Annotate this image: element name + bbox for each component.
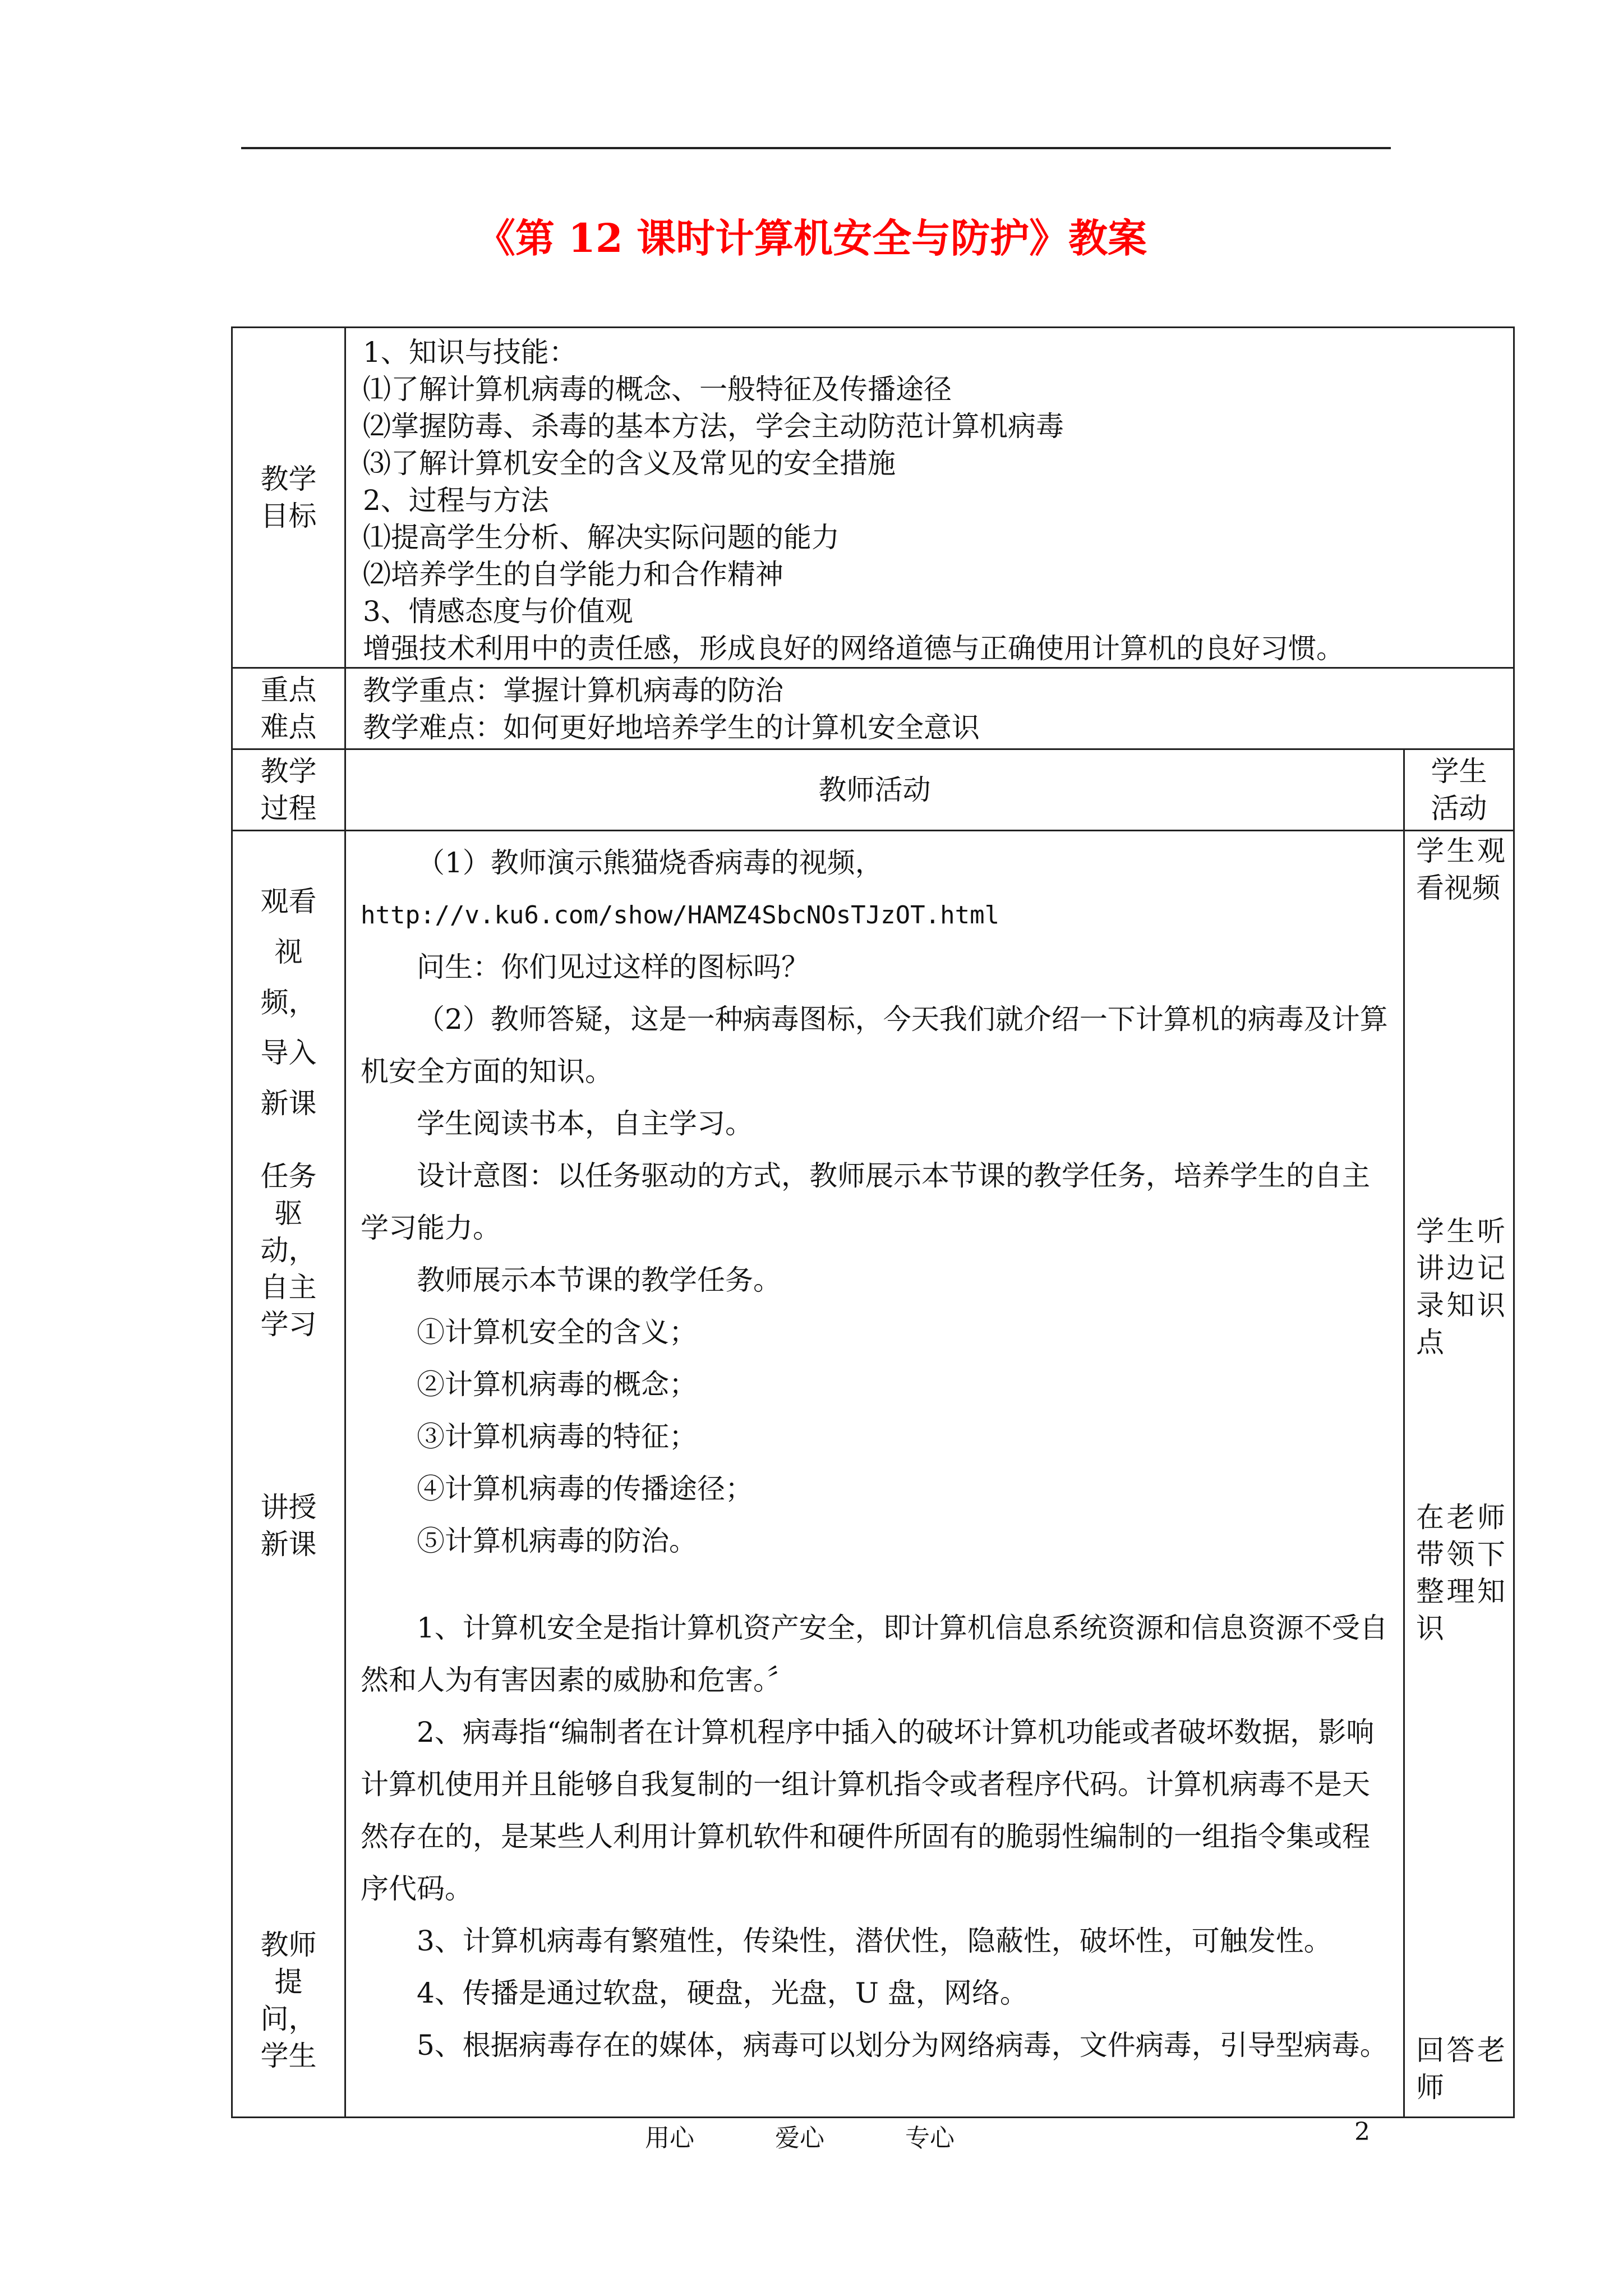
task-item: ②计算机病毒的概念； [417, 1368, 697, 1401]
objectives-label-cell [232, 328, 345, 668]
objectives-label: 教学目标 [260, 463, 317, 532]
keypoints-content [345, 668, 1514, 749]
activity-paragraph: 学生阅读书本，自主学习。 [417, 1107, 753, 1140]
student-activity: 回答老师 [1416, 2034, 1505, 2104]
objective-line: ⑴提高学生分析、解决实际问题的能力 [363, 521, 840, 554]
video-url: http://v.ku6.com/show/HAMZ4SbcNOsTJzOT.html [361, 901, 1000, 930]
page-title: 《第 12 课时计算机安全与防护》教案 [476, 215, 1147, 261]
footer-motto: 爱心 [775, 2124, 824, 2152]
activity-paragraph: 3、计算机病毒有繁殖性，传染性，潜伏性，隐蔽性，破坏性，可触发性。 [417, 1925, 1332, 1957]
activity-paragraph: （2）教师答疑，这是一种病毒图标，今天我们就介绍一下计算机的病毒及计算机安全方面的知识。 [361, 1003, 1388, 1088]
objective-line: 1、知识与技能： [363, 336, 577, 369]
process-header-right: 学生活动 [1404, 749, 1514, 831]
footer-motto: 专心 [905, 2124, 955, 2152]
activity-paragraph: 5、根据病毒存在的媒体，病毒可以划分为网络病毒，文件病毒，引导型病毒。 [417, 2029, 1388, 2062]
footer-mottos [645, 2118, 1027, 2154]
objective-line: 2、过程与方法 [363, 484, 549, 517]
process-header-left: 教学过程 [232, 749, 345, 831]
activity-paragraph: （1）教师演示熊猫烧香病毒的视频， [417, 846, 883, 879]
objective-line: ⑵培养学生的自学能力和合作精神 [363, 558, 783, 591]
student-activity: 在老师带领下整理知识 [1416, 1501, 1505, 1645]
stage-label: 讲授新课 [260, 1491, 317, 1561]
student-activity: 学生听讲边记录知识点 [1416, 1215, 1505, 1359]
activity-paragraph: 教师展示本节课的教学任务。 [417, 1264, 781, 1296]
stage-label: 任务驱动，自主学习 [260, 1160, 317, 1341]
objective-line: ⑴了解计算机病毒的概念、一般特征及传播途径 [363, 373, 952, 406]
keypoint-line: 教学难点：如何更好地培养学生的计算机安全意识 [363, 711, 980, 744]
keypoints-label-cell [232, 668, 345, 749]
stage-column [232, 831, 345, 2118]
activity-paragraph: 问生：你们见过这样的图标吗？ [417, 951, 809, 983]
objective-line: ⑶了解计算机安全的含义及常见的安全措施 [363, 447, 896, 480]
stage-label: 教师提问，学生 [260, 1929, 317, 2072]
objective-line: ⑵掌握防毒、杀毒的基本方法，学会主动防范计算机病毒 [363, 410, 1064, 443]
task-item: ④计算机病毒的传播途径； [417, 1473, 753, 1505]
task-item: ⑤计算机病毒的防治。 [417, 1525, 697, 1557]
lesson-plan-table [231, 326, 1515, 2118]
objective-line: 增强技术利用中的责任感，形成良好的网络道德与正确使用计算机的良好习惯。 [363, 632, 1344, 665]
objectives-content [345, 328, 1514, 668]
activity-paragraph: 2、病毒指“编制者在计算机程序中插入的破坏计算机功能或者破坏数据，影响计算机使用并且能够自我复制的一组计算机指令或者程序代码。计算机病毒不是天然存在的，是某些人利用计算机软件和硬件所固有的脆弱性编制的一组指令集或程序代码。 [361, 1716, 1375, 1905]
stage-label: 观看视频，导入新课 [260, 885, 317, 1120]
header-rule [241, 147, 1391, 149]
keypoints-label: 重点难点 [260, 674, 317, 743]
activity-paragraph: 1、计算机安全是指计算机资产安全，即计算机信息系统资源和信息资源不受自然和人为有害因素的威胁和危害。〞 [361, 1612, 1388, 1696]
objective-line: 3、情感态度与价值观 [363, 595, 633, 628]
page-number: 2 [1354, 2118, 1370, 2146]
task-item: ③计算机病毒的特征； [417, 1420, 697, 1453]
teacher-activity-content [345, 831, 1404, 2118]
spacer [361, 1567, 1394, 1602]
student-activity: 学生观看视频 [1416, 835, 1505, 904]
task-item: ①计算机安全的含义； [417, 1316, 697, 1349]
keypoint-line: 教学重点：掌握计算机病毒的防治 [363, 674, 783, 707]
process-header-middle: 教师活动 [345, 749, 1404, 831]
footer-motto: 用心 [645, 2124, 694, 2152]
activity-paragraph: 设计意图：以任务驱动的方式，教师展示本节课的教学任务，培养学生的自主学习能力。 [361, 1159, 1370, 1244]
student-activity-column [1404, 831, 1514, 2118]
activity-paragraph: 4、传播是通过软盘，硬盘，光盘，U 盘，网络。 [417, 1977, 1028, 2009]
